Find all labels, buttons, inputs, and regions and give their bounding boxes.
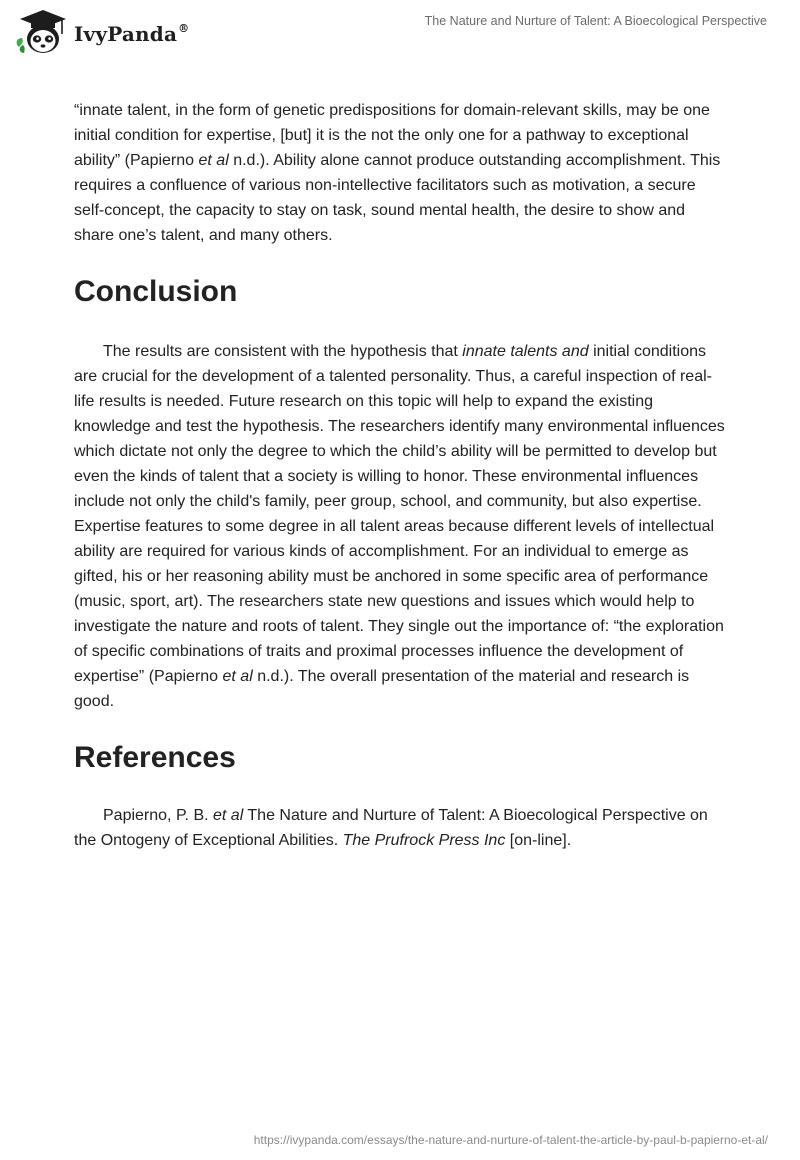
document-title: The Nature and Nurture of Talent: A Bioecological Perspective xyxy=(424,14,767,28)
intro-paragraph: “innate talent, in the form of genetic predispositions for domain-relevant skills, may be one initial condition for expertise, [but] it is the not the only one for a pathway to exceptional ability” (Papierno et al n.d.). Ability alone cannot produce outstanding accomplishment. This requires a confluence of various non-intellective facilitators such as motivation, a secure self-concept, the capacity to stay on task, sound mental health, the desire to show and share one’s talent, and many others. xyxy=(74,102,721,244)
conclusion-heading: Conclusion xyxy=(74,275,238,308)
source-url-link[interactable]: https://ivypanda.com/essays/the-nature-and-nurture-of-talent-the-article-by-paul-b-papierno-et-al/ xyxy=(253,1133,768,1147)
brand-name: IvyPanda® xyxy=(74,22,190,46)
article-body xyxy=(74,98,726,853)
references-heading: References xyxy=(74,741,236,774)
ivypanda-logo[interactable] xyxy=(14,8,189,56)
page-header xyxy=(0,0,800,70)
reference-entry: Papierno, P. B. et al The Nature and Nurture of Talent: A Bioecological Perspective on the Ontogeny of Exceptional Abilities. The Prufrock Press Inc [on-line]. xyxy=(74,807,708,849)
panda-graduate-icon xyxy=(14,8,72,56)
conclusion-paragraph: The results are consistent with the hypothesis that innate talents and initial conditions are crucial for the development of a talented personality. Thus, a careful inspection of real-life results is needed. Future research on this topic will help to expand the existing knowledge and test the hypothesis. The researchers identify many environmental influences which dictate not only the degree to which the child’s ability will be permitted to develop but even the kinds of talent that a society is willing to honor. These environmental influences include not only the child's family, peer group, school, and community, but also expertise. Expertise features to some degree in all talent areas because different levels of intellectual ability are required for various kinds of accomplishment. For an individual to emerge as gifted, his or her reasoning ability must be anchored in some specific area of performance (music, sport, art). The researchers state new questions and issues which would help to investigate the nature and roots of talent. They single out the importance of: “the exploration of specific combinations of traits and proximal processes influence the development of expertise” (Papierno et al n.d.). The overall presentation of the material and research is good. xyxy=(74,343,725,710)
